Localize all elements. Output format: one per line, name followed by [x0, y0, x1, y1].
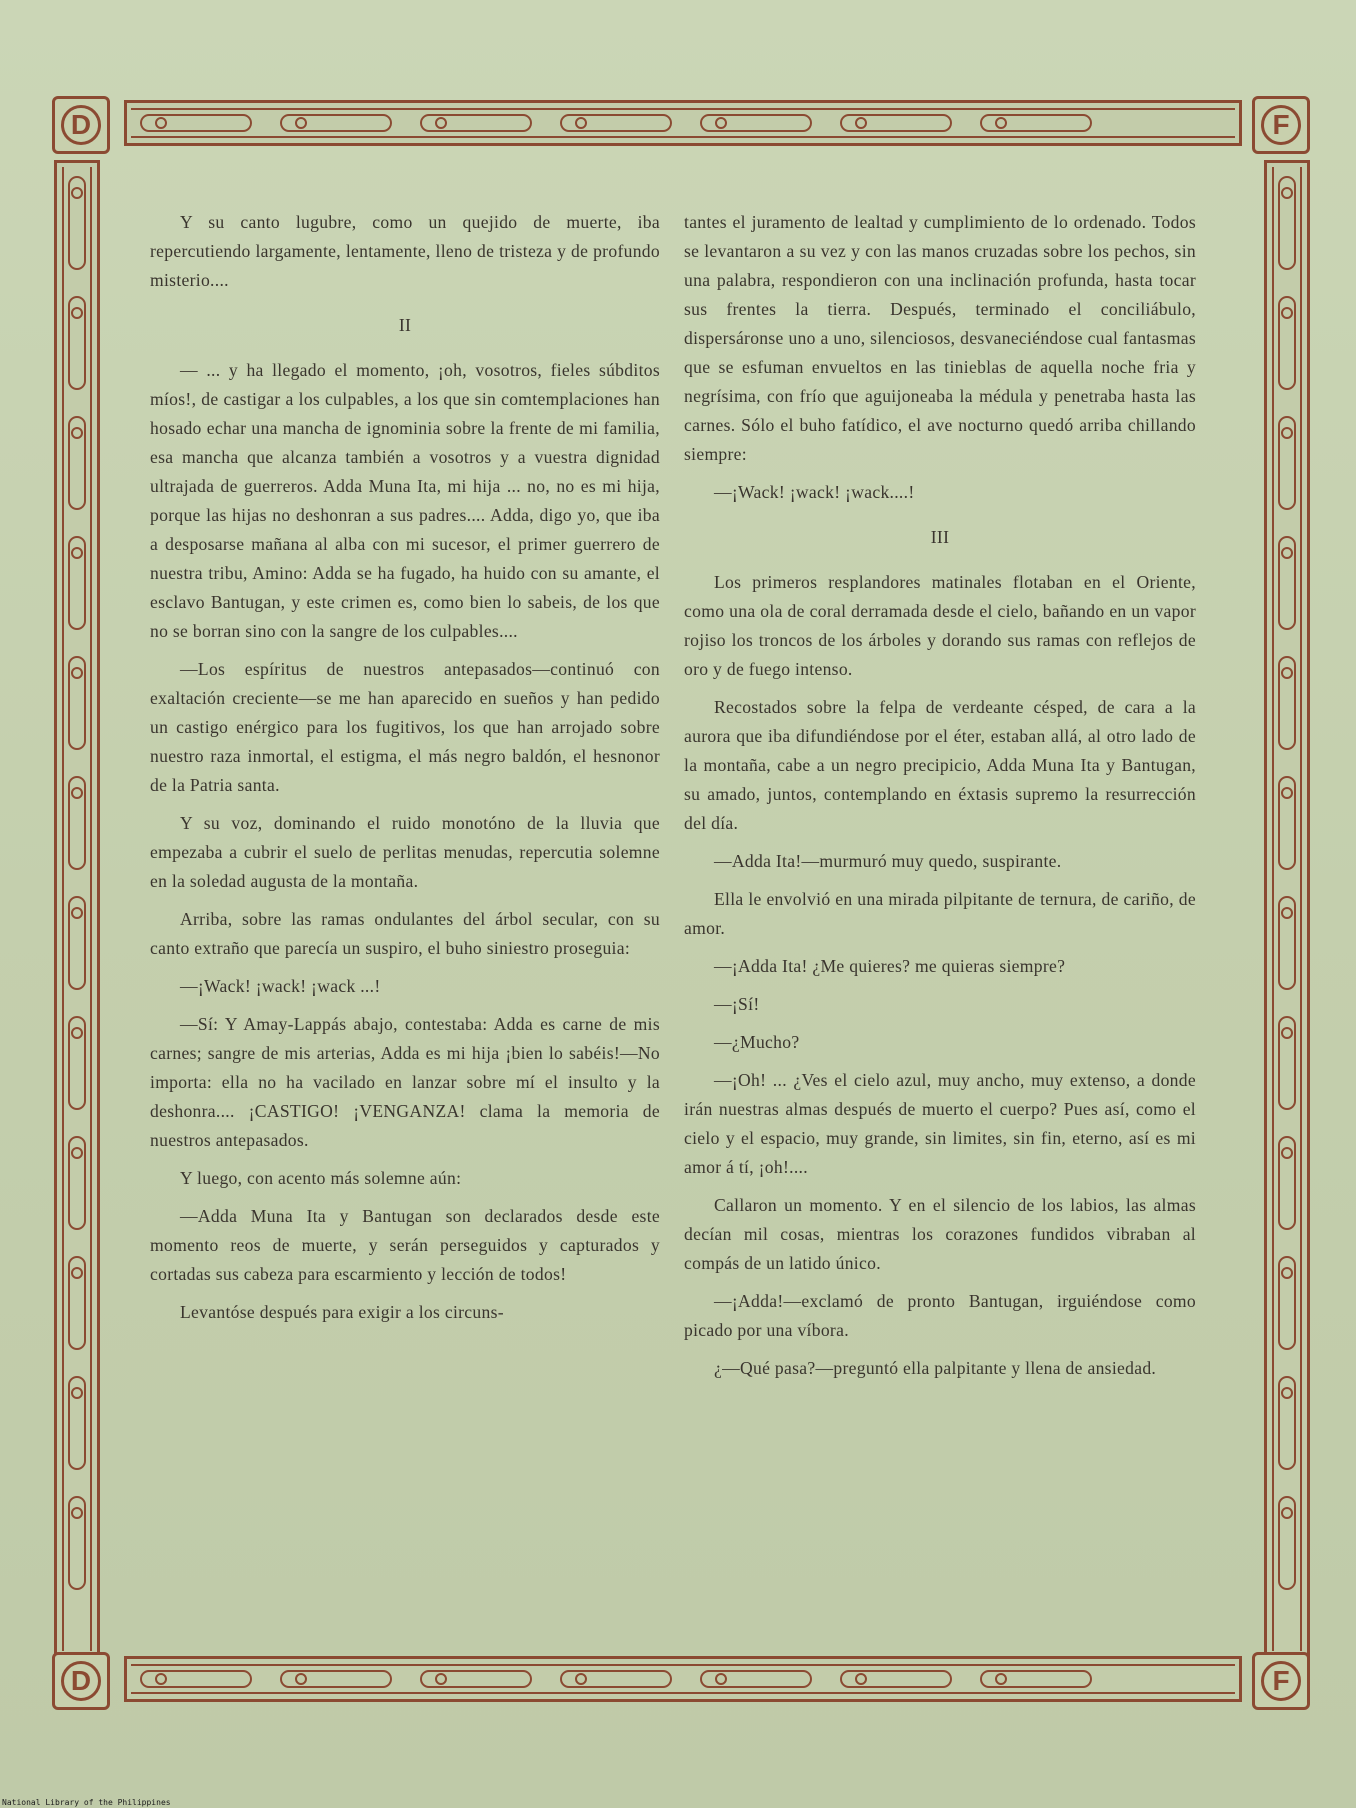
chain-link — [69, 657, 85, 749]
chain-ring — [1282, 308, 1292, 318]
chain-ornament-left — [57, 163, 97, 1655]
corner-emblem-bottom-right — [1252, 1652, 1310, 1710]
chain-ring — [156, 1674, 166, 1684]
chain-link — [69, 177, 85, 269]
chain-link — [69, 537, 85, 629]
paragraph: Ella le envolvió en una mirada pilpitante de ternura, de cariño, de amor. — [684, 889, 1196, 938]
left-ornament-band — [54, 160, 100, 1658]
chain-ring — [716, 118, 726, 128]
chain-link — [1279, 297, 1295, 389]
chain-link — [1279, 777, 1295, 869]
chain-ornament-top — [127, 103, 1239, 143]
chain-ring — [436, 118, 446, 128]
chain-link — [701, 1671, 811, 1687]
paragraph: Y su canto lugubre, como un quejido de muerte, iba repercutiendo largamente, lentamente, lleno de tristeza y de profundo misterio.... — [150, 212, 660, 290]
paragraph: Y su voz, dominando el ruido monotóno de la lluvia que empezaba a cubrir el suelo de perlitas menudas, repercutia solemne en la soledad augusta de la montaña. — [150, 813, 660, 891]
chain-ring — [576, 118, 586, 128]
paragraph: Callaron un momento. Y en el silencio de los labios, las almas decían mil cosas, mientras los corazones fundidos vibraban al compás de un latido único. — [684, 1195, 1196, 1273]
section-number: II — [398, 315, 412, 335]
chain-link — [561, 1671, 671, 1687]
chain-ring — [1282, 1148, 1292, 1158]
chain-link — [69, 897, 85, 989]
chain-ring — [1282, 788, 1292, 798]
chain-link — [981, 115, 1091, 131]
chain-ornament-right — [1267, 163, 1307, 1655]
bottom-ornament-band — [124, 1656, 1242, 1702]
paragraph: — ... y ha llegado el momento, ¡oh, vosotros, fieles súbditos míos!, de castigar a los culpables, a los que sin comtemplaciones han hosado echar una mancha de ignominia sobre la frente de mi familia, esa mancha que alcanza también a vosotros y a vuestra dignidad ultrajada de guerreros. Adda Muna Ita, mi hija ... no, no es mi hija, porque las hijas no deshonran a sus padres.... Adda, digo yo, que iba a desposarse mañana al alba con mi sucesor, el primer guerrero de nuestra tribu, Amino: Adda se ha fugado, ha huido con su amante, el esclavo Bantugan, y este crimen es, como bien lo sabeis, de los que no se borran sino con la sangre de los culpables.... — [150, 360, 660, 641]
chain-link — [701, 115, 811, 131]
corner-letter: F — [1261, 1661, 1301, 1701]
left-text-column — [150, 208, 660, 1336]
paragraph: —Sí: Y Amay-Lappás abajo, contestaba: Adda es carne de mis carnes; sangre de mis arterias, Adda es mi hija ¡bien lo sabéis!—No importa: ella no ha vacilado en lanzar sobre mí el insulto y la deshonra.... ¡CASTIGO! ¡VENGANZA! clama la memoria de nuestros antepasados. — [150, 1014, 660, 1150]
paragraph: —¡Adda!—exclamó de pronto Bantugan, irguiéndose como picado por una víbora. — [684, 1291, 1196, 1340]
chain-link — [1279, 1497, 1295, 1589]
chain-ring — [856, 1674, 866, 1684]
paragraph: —¡Wack! ¡wack! ¡wack....! — [714, 482, 915, 502]
chain-ring — [72, 1388, 82, 1398]
paragraph: Y luego, con acento más solemne aún: — [180, 1168, 462, 1188]
chain-ring — [1282, 908, 1292, 918]
library-footer: National Library of the Philippines — [2, 1798, 171, 1807]
chain-link — [421, 1671, 531, 1687]
chain-link — [281, 1671, 391, 1687]
chain-link — [841, 115, 951, 131]
paragraph: —Los espíritus de nuestros antepasados—continuó con exaltación creciente—se me han aparecido en sueños y han pedido un castigo enérgico para los fugitivos, los que han arrojado sobre nuestro raza inmortal, el estigma, el más negro baldón, el hesnonor de la Patria santa. — [150, 659, 660, 795]
chain-link — [1279, 537, 1295, 629]
chain-ring — [716, 1674, 726, 1684]
paragraph: —¡Adda Ita! ¿Me quieres? me quieras siempre? — [714, 956, 1066, 976]
chain-ring — [1282, 1508, 1292, 1518]
chain-link — [1279, 657, 1295, 749]
chain-link — [1279, 1257, 1295, 1349]
paragraph: Recostados sobre la felpa de verdeante césped, de cara a la aurora que iba difundiéndose por el éter, estaban allá, al otro lado de la montaña, cabe a un negro precipicio, Adda Muna Ita y Bantugan, su amado, juntos, contemplando en éxtasis supremo la resurrección del día. — [684, 697, 1196, 833]
chain-link — [841, 1671, 951, 1687]
chain-link — [69, 1377, 85, 1469]
chain-link — [69, 1017, 85, 1109]
chain-ring — [72, 1148, 82, 1158]
chain-link — [69, 1257, 85, 1349]
chain-ring — [72, 788, 82, 798]
chain-ornament-bottom — [127, 1659, 1239, 1699]
chain-link — [1279, 1377, 1295, 1469]
paragraph: Arriba, sobre las ramas ondulantes del árbol secular, con su canto extraño que parecía un suspiro, el buho siniestro proseguia: — [150, 909, 660, 958]
chain-ring — [996, 1674, 1006, 1684]
chain-link — [1279, 177, 1295, 269]
paragraph: Levantóse después para exigir a los circuns- — [180, 1302, 504, 1322]
chain-link — [141, 1671, 251, 1687]
chain-ring — [156, 118, 166, 128]
chain-link — [1279, 1017, 1295, 1109]
paragraph: Los primeros resplandores matinales flotaban en el Oriente, como una ola de coral derramada desde el cielo, bañando en un vapor rojiso los troncos de los árboles y dorando sus ramas con reflejos de oro y de fuego intenso. — [684, 572, 1196, 679]
paragraph: ¿—Qué pasa?—preguntó ella palpitante y llena de ansiedad. — [714, 1358, 1157, 1378]
chain-link — [1279, 417, 1295, 509]
chain-ring — [72, 308, 82, 318]
chain-ring — [72, 908, 82, 918]
corner-emblem-top-right — [1252, 96, 1310, 154]
chain-link — [69, 1137, 85, 1229]
chain-link — [281, 115, 391, 131]
chain-link — [561, 115, 671, 131]
corner-emblem-top-left — [52, 96, 110, 154]
paragraph: —¡Oh! ... ¿Ves el cielo azul, muy ancho, muy extenso, a donde irán nuestras almas después de muerto el cuerpo? Pues así, como el cielo y el espacio, muy grande, sin limites, sin fin, eterno, así es mi amor á tí, ¡oh!.... — [684, 1070, 1196, 1177]
chain-link — [981, 1671, 1091, 1687]
paragraph: —¿Mucho? — [714, 1032, 800, 1052]
chain-ring — [436, 1674, 446, 1684]
chain-link — [69, 297, 85, 389]
chain-ring — [72, 1268, 82, 1278]
corner-letter: D — [61, 105, 101, 145]
chain-ring — [1282, 188, 1292, 198]
paragraph: tantes el juramento de lealtad y cumplimiento de lo ordenado. Todos se levantaron a su vez y con las manos cruzadas sobre los pechos, sin una palabra, respondieron con una inclinación profunda, hasta tocar sus frentes la tierra. Después, terminado el conciliábulo, dispersáronse uno a uno, silenciosos, desvaneciéndose cual fantasmas que se esfuman envueltos en las tinieblas de aquella noche fria y negrísima, con frío que aguijoneaba la médula y penetraba hasta las carnes. Sólo el buho fatídico, el ave nocturno quedó arriba chillando siempre: — [684, 212, 1196, 464]
chain-link — [1279, 897, 1295, 989]
chain-ring — [576, 1674, 586, 1684]
paragraph: —Adda Muna Ita y Bantugan son declarados desde este momento reos de muerte, y serán perseguidos y capturados y cortadas sus cabeza para escarmiento y lección de todos! — [150, 1206, 660, 1284]
chain-ring — [72, 188, 82, 198]
corner-letter: D — [61, 1661, 101, 1701]
chain-ring — [72, 548, 82, 558]
chain-ring — [996, 118, 1006, 128]
chain-ring — [72, 1028, 82, 1038]
chain-link — [421, 115, 531, 131]
chain-ring — [296, 1674, 306, 1684]
paragraph: —¡Sí! — [714, 994, 760, 1014]
chain-ring — [856, 118, 866, 128]
chain-ring — [296, 118, 306, 128]
paragraph: —¡Wack! ¡wack! ¡wack ...! — [180, 976, 381, 996]
chain-ring — [1282, 1388, 1292, 1398]
top-ornament-band — [124, 100, 1242, 146]
chain-ring — [1282, 548, 1292, 558]
chain-ring — [72, 668, 82, 678]
chain-ring — [72, 428, 82, 438]
section-number: III — [930, 527, 950, 547]
chain-link — [69, 777, 85, 869]
chain-ring — [1282, 668, 1292, 678]
chain-ring — [1282, 1028, 1292, 1038]
chain-link — [141, 115, 251, 131]
chain-link — [69, 1497, 85, 1589]
chain-link — [69, 417, 85, 509]
chain-ring — [72, 1508, 82, 1518]
paragraph: —Adda Ita!—murmuró muy quedo, suspirante. — [714, 851, 1062, 871]
corner-emblem-bottom-left — [52, 1652, 110, 1710]
corner-letter: F — [1261, 105, 1301, 145]
chain-ring — [1282, 1268, 1292, 1278]
right-text-column — [684, 208, 1196, 1392]
right-ornament-band — [1264, 160, 1310, 1658]
chain-ring — [1282, 428, 1292, 438]
chain-link — [1279, 1137, 1295, 1229]
